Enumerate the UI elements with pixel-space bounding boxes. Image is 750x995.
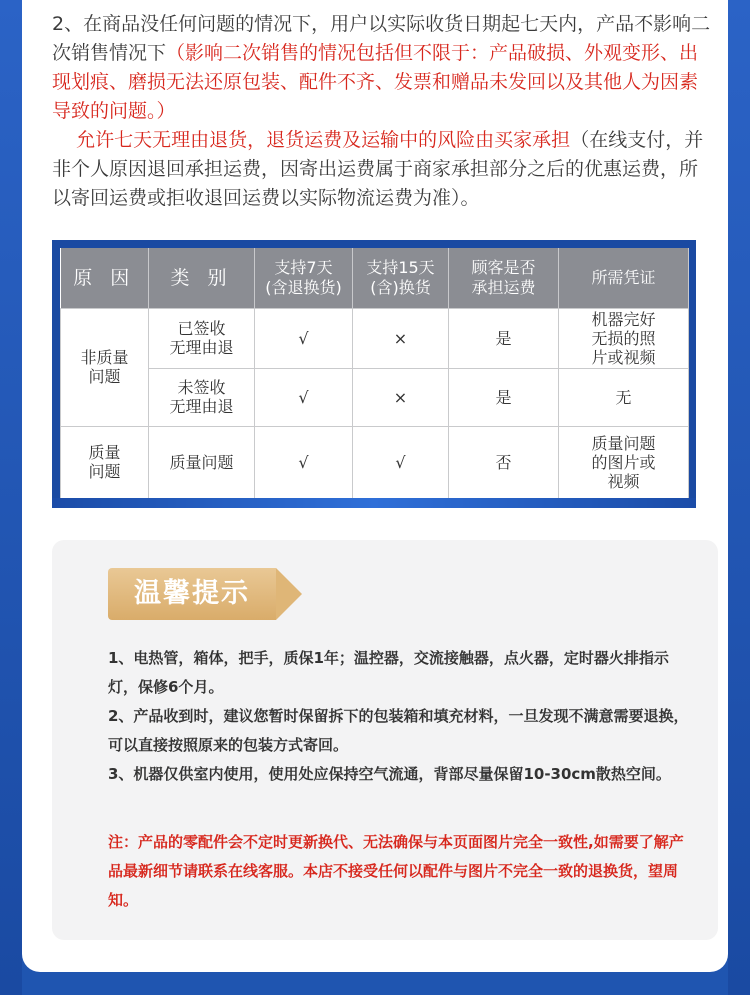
content-panel xyxy=(22,0,728,972)
proof-cell xyxy=(559,308,689,368)
header-freight xyxy=(449,248,559,308)
proof-text: 机器完好 无损的照 片或视频 xyxy=(591,309,656,367)
proof-none: 无 xyxy=(559,368,689,426)
list-item: 2、产品收到时，建议您暂时保留拆下的包装箱和填充材料，一旦发现不满意需要退换，可以直接按照原来的包装方式寄回。 xyxy=(108,707,689,754)
freight-yes: 是 xyxy=(449,368,559,426)
check-icon: √ xyxy=(353,426,449,498)
check-icon: √ xyxy=(255,368,353,426)
cross-icon: × xyxy=(353,368,449,426)
freight-no: 否 xyxy=(449,426,559,498)
header-category: 类 别 xyxy=(149,248,255,308)
header-7-days xyxy=(255,248,353,308)
reason-non-quality-text: 非质量 问题 xyxy=(80,348,129,386)
warm-tips-list xyxy=(108,644,698,789)
cross-icon: × xyxy=(353,308,449,368)
policy-condition-text: 2、在商品没任何问题的情况下，用户以实际收货日期起七天内，产品不影响二次销售情况下 xyxy=(52,13,711,64)
category-signed-text: 已签收 无理由退 xyxy=(169,319,234,357)
policy-exclusions-text: （影响二次销售的情况包括但不限于：产品破损、外观变形、出现划痕、磨损无法还原包装、配件不齐、发票和赠品未发回以及其他人为因素导致的问题。） xyxy=(52,42,699,122)
header-reason: 原 因 xyxy=(61,248,149,308)
table-row xyxy=(61,308,689,368)
proof-cell xyxy=(559,426,689,498)
return-policy-text xyxy=(52,10,712,213)
badge-arrow-icon xyxy=(276,568,302,620)
policy-return-highlight: 允许七天无理由退货，退货运费及运输中的风险由买家承担 xyxy=(76,129,571,151)
category-unsigned xyxy=(149,368,255,426)
left-blue-border xyxy=(0,0,22,995)
header-15-days xyxy=(353,248,449,308)
table-row xyxy=(61,426,689,498)
parts-update-note: 注：产品的零配件会不定时更新换代、无法确保与本页面图片完全一致性,如需要了解产品最新细节请联系在线客服。本店不接受任何以配件与图片不完全一致的退换货，望周知。 xyxy=(108,833,684,909)
check-icon: √ xyxy=(255,426,353,498)
table-header-row xyxy=(61,248,689,308)
reason-non-quality xyxy=(61,308,149,426)
category-unsigned-text: 未签收 无理由退 xyxy=(169,378,234,416)
return-policy-table-frame xyxy=(52,240,696,508)
table-row xyxy=(61,368,689,426)
policy-paragraph-1 xyxy=(52,10,712,126)
return-policy-table xyxy=(60,248,689,499)
header-15-days-text: 支持15天 (含)换货 xyxy=(366,257,435,297)
category-quality: 质量问题 xyxy=(149,426,255,498)
right-blue-border xyxy=(728,0,750,995)
policy-freight-text: （在线支付，并非个人原因退回承担运费，因寄出运费属于商家承担部分之后的优惠运费，所以寄回运费或拒收退回运费以实际物流运费为准）。 xyxy=(52,129,704,209)
list-item: 3、机器仅供室内使用，使用处应保持空气流通，背部尽量保留10-30cm散热空间。 xyxy=(108,765,671,783)
header-7-days-text: 支持7天 (含退换货) xyxy=(265,257,342,297)
policy-paragraph-2 xyxy=(52,126,712,213)
warm-tips-badge xyxy=(108,568,298,620)
check-icon: √ xyxy=(255,308,353,368)
reason-quality xyxy=(61,426,149,498)
warm-tips-title: 温馨提示 xyxy=(134,578,250,609)
freight-yes: 是 xyxy=(449,308,559,368)
header-freight-text: 顾客是否 承担运费 xyxy=(471,257,536,297)
reason-quality-text: 质量 问题 xyxy=(88,443,121,481)
header-proof: 所需凭证 xyxy=(559,248,689,308)
list-item: 1、电热管，箱体，把手，质保1年；温控器，交流接触器，点火器，定时器火排指示灯，保修6个月。 xyxy=(108,649,669,696)
category-signed xyxy=(149,308,255,368)
warm-tips-card xyxy=(52,540,718,940)
proof-text: 质量问题 的图片或 视频 xyxy=(591,433,656,491)
